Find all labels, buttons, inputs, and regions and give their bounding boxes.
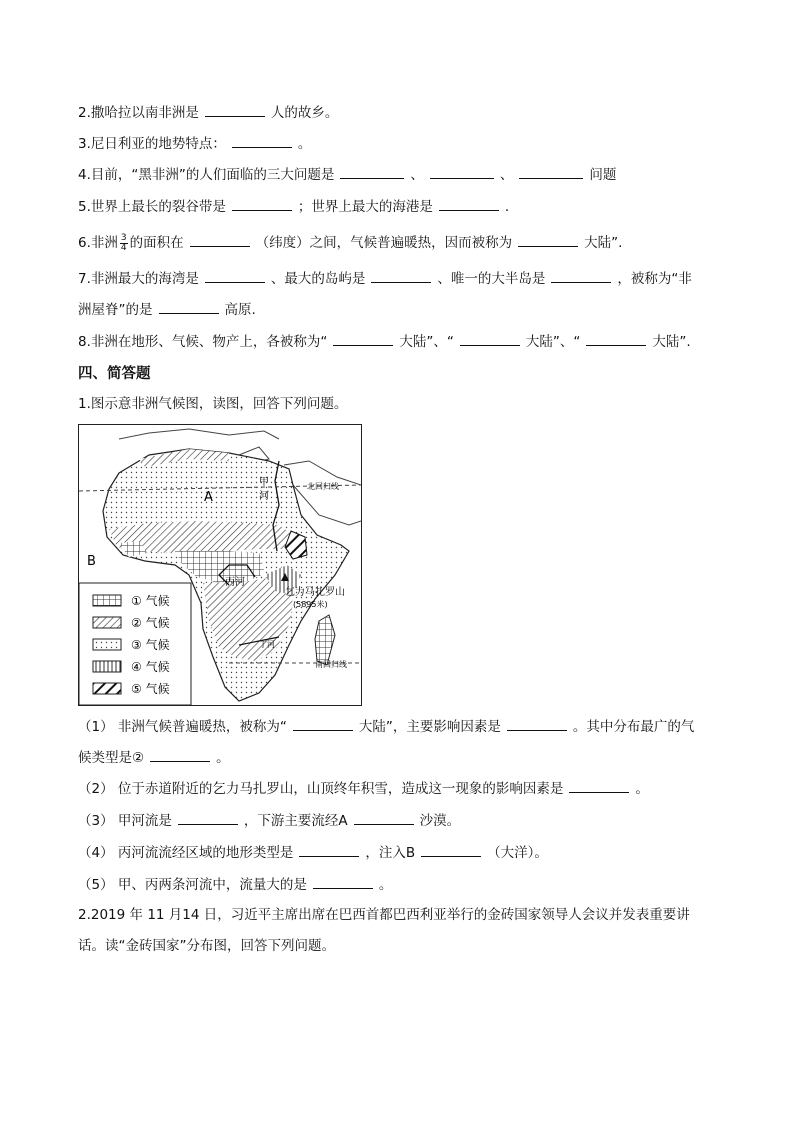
answer-blank[interactable] bbox=[586, 331, 646, 346]
answer-blank[interactable] bbox=[519, 164, 583, 179]
q3-text: 3.尼日利亚的地势特点： bbox=[78, 136, 226, 152]
answer-blank[interactable] bbox=[354, 810, 414, 825]
s5-text-a: （5） 甲、丙两条河流中，流量大的是 bbox=[78, 877, 307, 893]
q6-text-b: 的面积在 bbox=[129, 235, 184, 251]
q2-intro-line-1: 2.2019 年 11 月14 日，习近平主席出席在巴西首都巴西利亚举行的金砖国家领导人会议并发表重要讲 bbox=[78, 907, 690, 923]
legend-item-4: ④ 气候 bbox=[131, 660, 170, 674]
legend-item-5: ⑤ 气候 bbox=[131, 682, 170, 696]
q7-text-c: 、唯一的大半岛是 bbox=[437, 271, 546, 287]
label-mountain: 乞力马扎罗山 bbox=[285, 587, 345, 598]
s3-text-c: 沙漠。 bbox=[419, 813, 461, 829]
question-2 bbox=[78, 102, 338, 123]
legend-item-1: ① 气候 bbox=[131, 594, 170, 608]
s4-text-c: （大洋）。 bbox=[487, 845, 548, 861]
separator: 、 bbox=[410, 167, 424, 183]
madagascar bbox=[315, 615, 335, 665]
q4-text: 4.目前，“黑非洲”的人们面临的三大问题是 bbox=[78, 167, 335, 183]
answer-blank[interactable] bbox=[430, 164, 494, 179]
label-river-bing: 丙河 bbox=[225, 577, 245, 588]
question-7-cont bbox=[78, 299, 256, 320]
q7-text-b: 、最大的岛屿是 bbox=[270, 271, 366, 287]
q5-text-mid: ；世界上最大的海港是 bbox=[297, 199, 433, 215]
sub-question-2 bbox=[78, 778, 649, 799]
answer-blank[interactable] bbox=[313, 874, 373, 889]
sub-question-4 bbox=[78, 842, 548, 863]
legend-item-2: ② 气候 bbox=[131, 616, 170, 630]
fraction-numerator: 3 bbox=[120, 232, 127, 243]
q4-text-end: 问题 bbox=[589, 167, 617, 183]
label-tropic-north: 北回归线 bbox=[307, 482, 339, 491]
legend-swatch-vertical bbox=[93, 661, 121, 672]
separator: 、 bbox=[499, 167, 514, 183]
answer-blank[interactable] bbox=[421, 842, 481, 857]
answer-blank[interactable] bbox=[205, 268, 265, 283]
q1-intro: 1.图示意非洲气候图，读图，回答下列问题。 bbox=[78, 396, 348, 412]
fraction-three-quarters bbox=[120, 234, 128, 253]
answer-blank[interactable] bbox=[159, 299, 219, 314]
question-5 bbox=[78, 196, 509, 217]
answer-blank[interactable] bbox=[150, 747, 210, 762]
answer-blank[interactable] bbox=[293, 716, 353, 731]
label-B: B bbox=[87, 554, 96, 569]
answer-blank[interactable] bbox=[299, 842, 359, 857]
answer-blank[interactable] bbox=[232, 133, 292, 148]
q6-text-c: （纬度）之间，气候普遍暖热，因而被称为 bbox=[255, 235, 513, 251]
sub-question-5 bbox=[78, 874, 392, 895]
answer-blank[interactable] bbox=[439, 196, 499, 211]
sub-question-1 bbox=[78, 716, 694, 737]
map-svg bbox=[79, 425, 361, 705]
question-4 bbox=[78, 164, 616, 185]
answer-blank[interactable] bbox=[460, 331, 520, 346]
question-6 bbox=[78, 232, 622, 253]
label-A: A bbox=[204, 490, 213, 505]
q2-text: 2.撒哈拉以南非洲是 bbox=[78, 105, 199, 121]
question-8 bbox=[78, 331, 691, 352]
q5-text: 5.世界上最长的裂谷带是 bbox=[78, 199, 226, 215]
q7-text: 7.非洲最大的海湾是 bbox=[78, 271, 199, 287]
q8-text: 8.非洲在地形、气候、物产上，各被称为“ bbox=[78, 334, 328, 350]
s4-text-b: ，注入B bbox=[365, 845, 416, 861]
label-tropic-south: 南回归线 bbox=[315, 660, 347, 669]
answer-blank[interactable] bbox=[178, 810, 238, 825]
q8-text-end: 大陆”. bbox=[652, 334, 691, 350]
answer-blank[interactable] bbox=[333, 331, 393, 346]
legend-swatch-dots bbox=[93, 639, 121, 650]
label-jia-1: 甲 bbox=[259, 477, 269, 488]
legend-item-3: ③ 气候 bbox=[131, 638, 170, 652]
s2-text-b: 。 bbox=[635, 781, 649, 797]
q6-text: 6.非洲 bbox=[78, 235, 118, 251]
answer-blank[interactable] bbox=[569, 778, 629, 793]
answer-blank[interactable] bbox=[551, 268, 611, 283]
rainforest-zone bbox=[175, 551, 265, 583]
legend-swatch-thick-stripes bbox=[93, 683, 121, 694]
q2-text-end: 人的故乡。 bbox=[270, 105, 339, 121]
s3-text-b: ，下游主要流经A bbox=[243, 813, 348, 829]
s1-text-b: 大陆”，主要影响因素是 bbox=[358, 719, 501, 735]
s1-text-a: （1） 非洲气候普遍暖热，被称为“ bbox=[78, 719, 287, 735]
label-river-ding: 丁河 bbox=[259, 640, 275, 649]
answer-blank[interactable] bbox=[340, 164, 404, 179]
s5-text-b: 。 bbox=[378, 877, 393, 893]
answer-blank[interactable] bbox=[507, 716, 567, 731]
answer-blank[interactable] bbox=[371, 268, 431, 283]
q8-text-b: 大陆”、“ bbox=[399, 334, 454, 350]
q3-text-end: 。 bbox=[297, 136, 312, 152]
q7-text-e: 洲屋脊”的是 bbox=[78, 302, 153, 318]
answer-blank[interactable] bbox=[232, 196, 292, 211]
q7-text-d: ，被称为“非 bbox=[617, 271, 692, 287]
q2-intro-line-2: 话。读“金砖国家”分布图，回答下列问题。 bbox=[78, 938, 335, 954]
s1-text-e: 。 bbox=[216, 750, 230, 766]
q8-text-c: 大陆”、“ bbox=[525, 334, 581, 350]
legend-swatch-grid bbox=[93, 595, 121, 606]
sub-question-1-cont bbox=[78, 747, 230, 768]
section-heading: 四、简答题 bbox=[78, 366, 151, 382]
s2-text-a: （2） 位于赤道附近的乞力马扎罗山，山顶终年积雪，造成这一现象的影响因素是 bbox=[78, 781, 564, 797]
question-3 bbox=[78, 133, 311, 154]
europe-coast bbox=[119, 429, 279, 439]
question-7 bbox=[78, 268, 692, 289]
s1-text-d: 候类型是② bbox=[78, 750, 145, 766]
fraction-denominator: 4 bbox=[120, 242, 127, 253]
answer-blank[interactable] bbox=[518, 232, 578, 247]
label-mountain-height: (5895米) bbox=[293, 600, 328, 609]
legend-swatch-diagonal bbox=[93, 617, 121, 628]
q5-text-end: . bbox=[504, 199, 510, 215]
label-jia-2: 河 bbox=[259, 491, 269, 502]
answer-blank[interactable] bbox=[205, 102, 265, 117]
q6-text-end: 大陆”. bbox=[584, 235, 623, 251]
s1-text-c: 。其中分布最广的气 bbox=[572, 719, 695, 735]
s4-text-a: （4） 丙河流流经区域的地形类型是 bbox=[78, 845, 294, 861]
sub-question-3 bbox=[78, 810, 460, 831]
answer-blank[interactable] bbox=[190, 232, 250, 247]
africa-climate-map bbox=[78, 424, 362, 706]
q7-text-end: 高原. bbox=[224, 302, 256, 318]
s3-text-a: （3） 甲河流是 bbox=[78, 813, 172, 829]
